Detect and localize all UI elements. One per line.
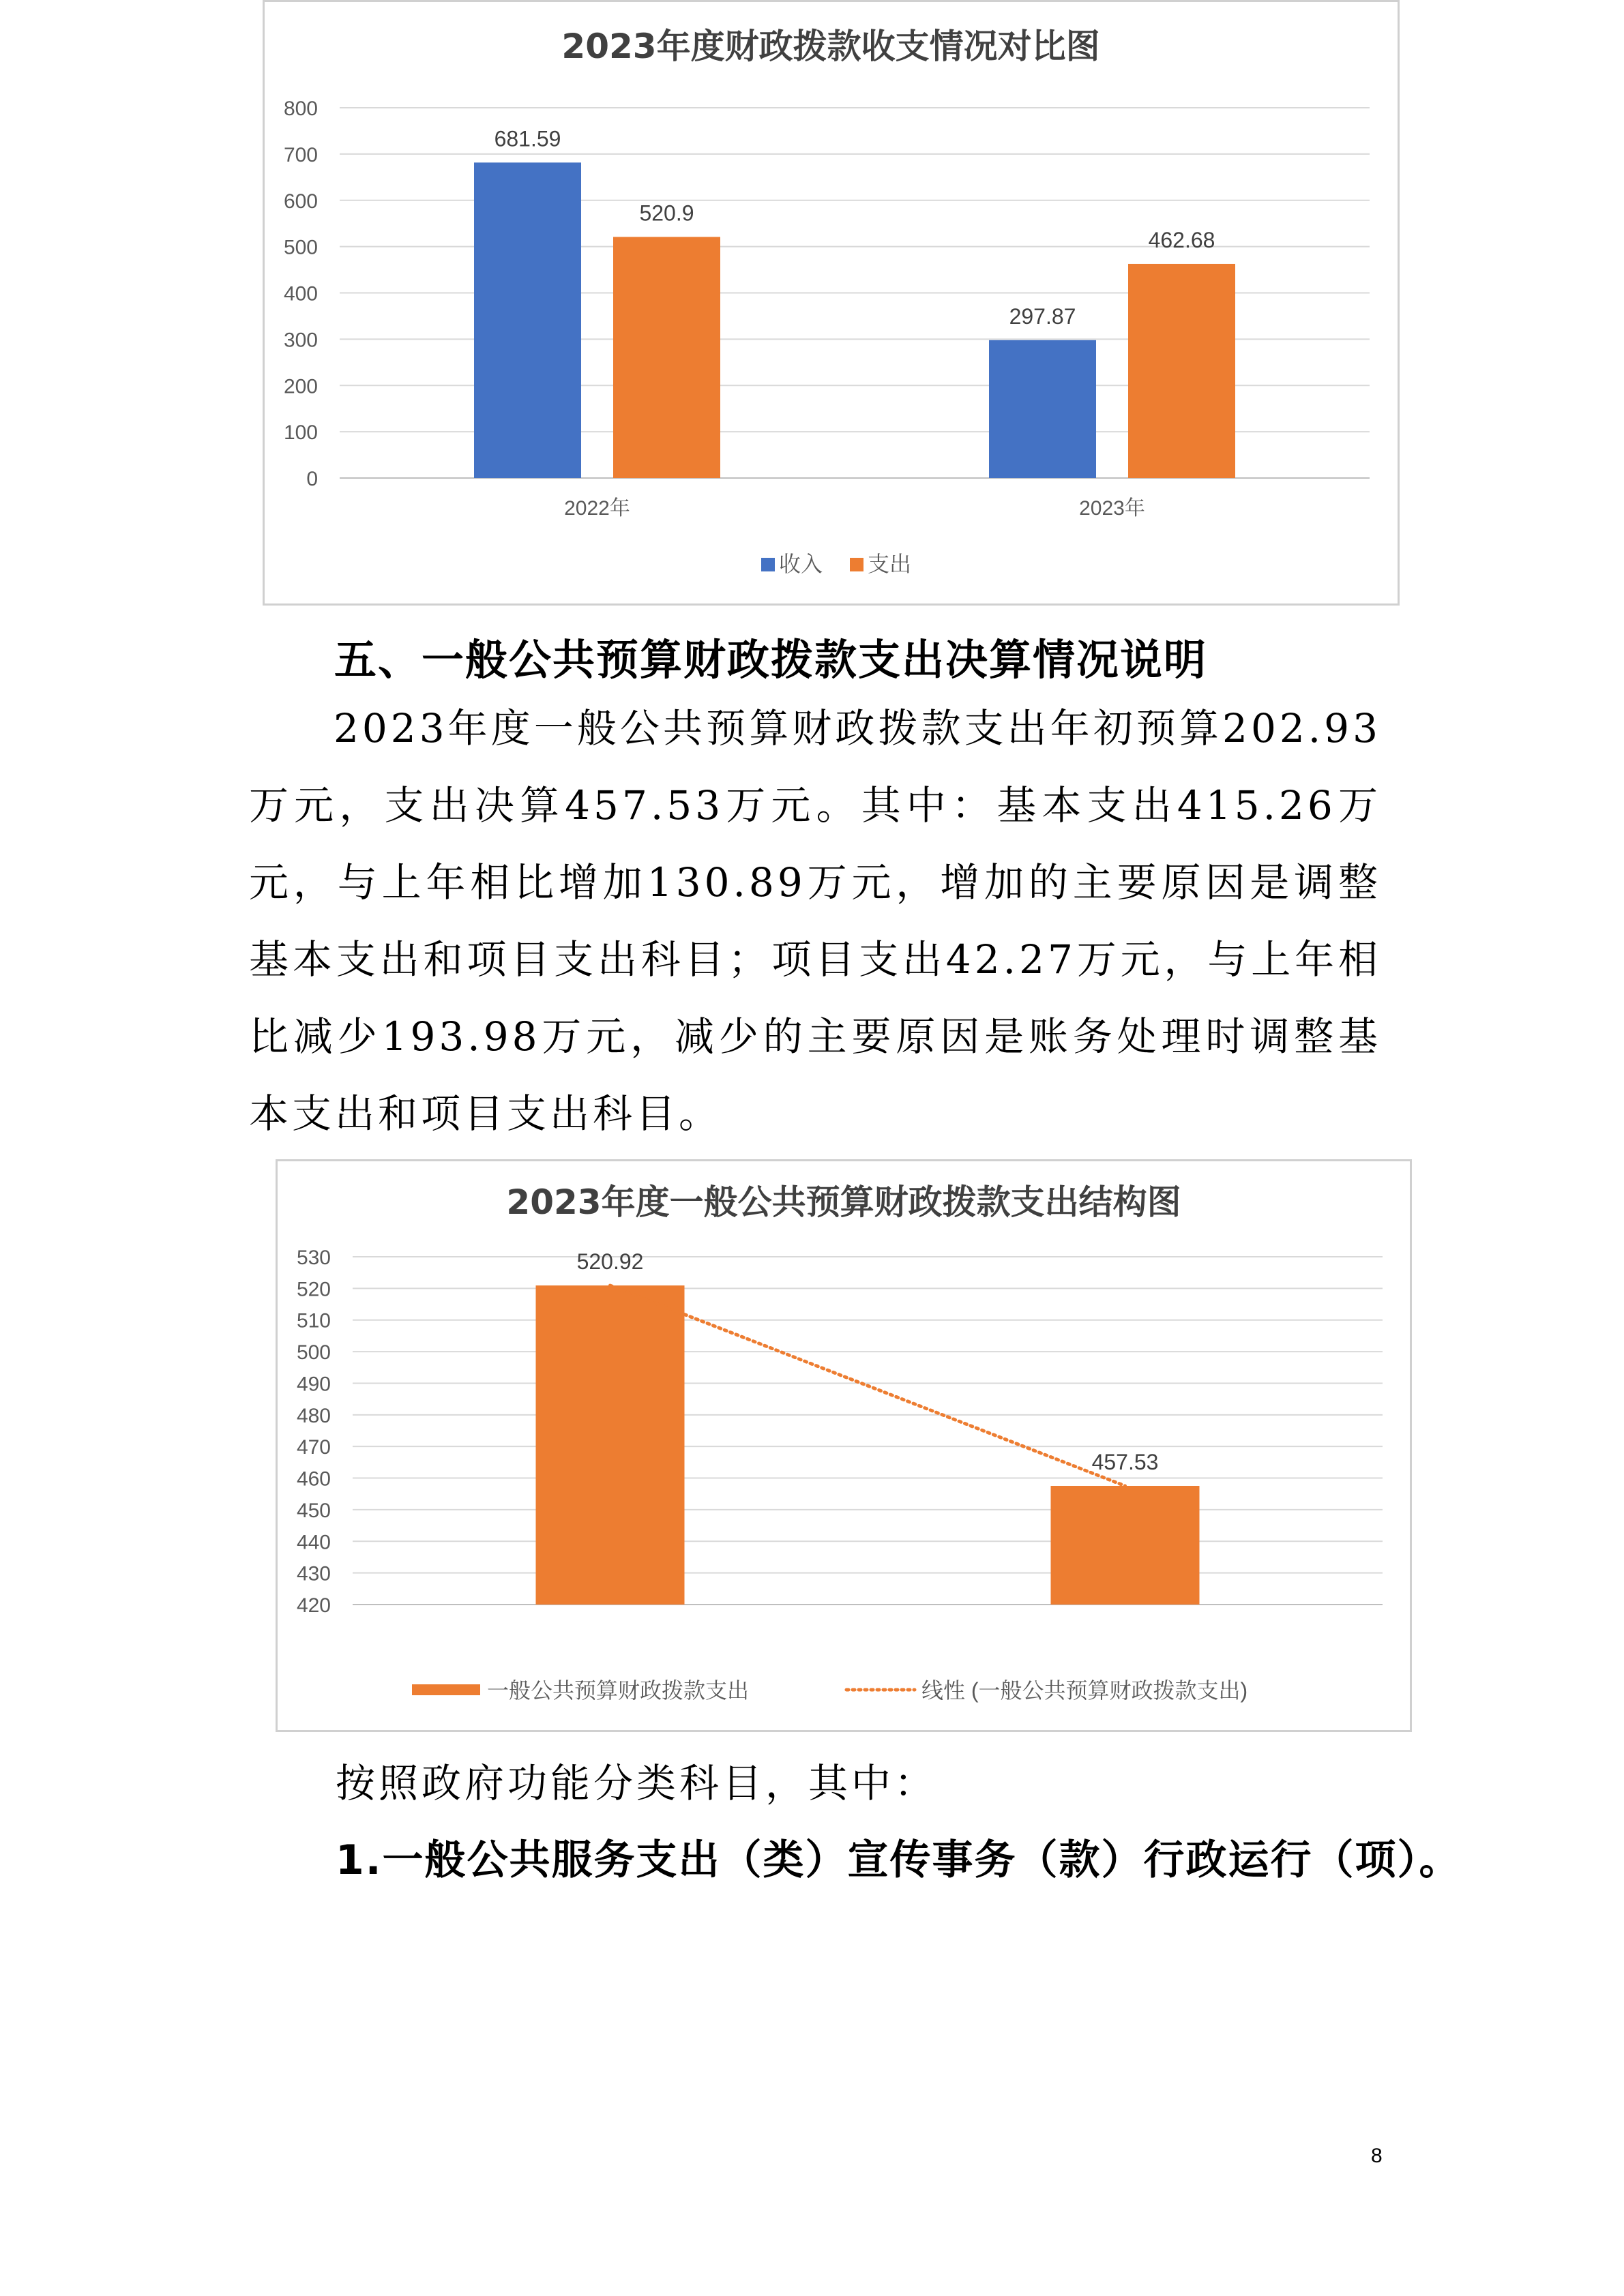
y-tick-label: 400 [283,282,318,305]
data-label: 462.68 [1148,227,1215,252]
y-tick-label: 700 [283,143,318,166]
y-tick-label: 470 [296,1436,331,1459]
data-label: 520.92 [576,1249,644,1274]
chart-income-expense [263,0,1400,606]
bar-expense [1051,1486,1200,1605]
page-number: 8 [1371,2145,1383,2167]
chart1-title: 2023年度财政拨款收支情况对比图 [561,27,1100,66]
section-paragraph: 2023年度一般公共预算财政拨款支出年初预算202.93万元，支出决算457.53万元。其中：基本支出415.26万元，与上年相比增加130.89万元，增加的主要原因是调整基本支出和项目支出科目；项目支出42.27万元，与上年相比减少193.98万元，减少的主要原因是账务处理时调整基本支出和项目支出科目。 [249,705,1381,1137]
bar-expense [1128,264,1235,478]
legend-label: 一般公共预算财政拨款支出 [487,1678,750,1703]
classification-intro: 按照政府功能分类科目，其中： [336,1760,938,1806]
y-tick-label: 500 [283,236,318,259]
y-tick-label: 490 [296,1373,331,1396]
data-label: 520.9 [639,200,694,226]
y-tick-label: 600 [283,190,318,213]
y-tick-label: 500 [296,1341,331,1365]
y-tick-label: 200 [283,375,318,398]
y-tick-label: 430 [296,1562,331,1585]
x-tick-label: 2023年 [1079,497,1145,520]
section-heading: 五、一般公共预算财政拨款支出决算情况说明 [334,635,1208,685]
y-tick-label: 440 [296,1531,331,1554]
chart1-canvas [265,2,1398,603]
y-tick-label: 800 [283,98,318,120]
y-tick-label: 450 [296,1499,331,1522]
data-label: 457.53 [1091,1449,1159,1474]
y-tick-label: 300 [283,329,318,352]
bar-expense [536,1285,685,1605]
chart-expense-structure [276,1159,1412,1732]
chart2-canvas [278,1161,1410,1730]
data-label: 297.87 [1009,303,1076,329]
data-label: 681.59 [494,126,561,151]
bar-income [474,162,581,478]
trendline [610,1285,1125,1486]
classification-item-1: 1.一般公共服务支出（类）宣传事务（款）行政运行（项）。 [336,1836,1462,1884]
y-tick-label: 460 [296,1467,331,1491]
bar-expense [613,237,720,478]
chart2-title: 2023年度一般公共预算财政拨款支出结构图 [506,1182,1181,1222]
legend-swatch [850,558,863,571]
legend-label: 收入 [779,552,823,576]
y-tick-label: 520 [296,1278,331,1301]
y-tick-label: 480 [296,1404,331,1427]
legend-swatch [761,558,775,571]
y-tick-label: 420 [296,1594,331,1617]
legend-swatch [412,1684,480,1695]
y-tick-label: 530 [296,1247,331,1269]
y-tick-label: 0 [306,468,318,490]
bar-income [989,340,1096,478]
legend-label: 支出 [868,552,912,576]
y-tick-label: 510 [296,1309,331,1332]
legend-label: 线性 (一般公共预算财政拨款支出) [921,1678,1248,1703]
y-tick-label: 100 [283,421,318,445]
x-tick-label: 2022年 [564,497,630,520]
